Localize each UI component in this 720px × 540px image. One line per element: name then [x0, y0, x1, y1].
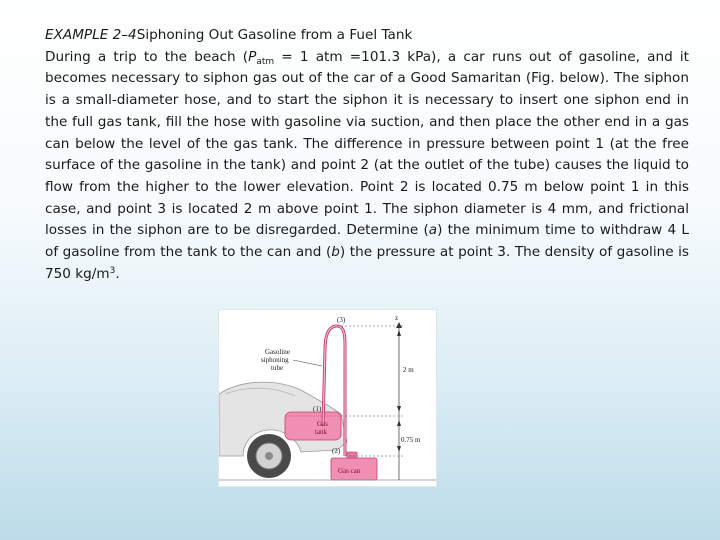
- wheel-center: [265, 452, 273, 460]
- part-a-label: a: [428, 222, 438, 239]
- density-exponent: 3: [109, 265, 116, 276]
- dim-075m-bottom-arrow: [397, 446, 401, 452]
- tube-label-line2: siphoning: [261, 356, 289, 364]
- tube-label-leader: [293, 360, 322, 366]
- tube-label-line3: tube: [271, 364, 284, 372]
- statement-part-2: = 1 atm =101.3 kPa), a car runs out of gasoline, and it becomes necessary to siphon gas out of the car of a Good Samaritan (Fig. below). The siphon is a small-diameter hose, and to start the siphon it is necessary to insert one siphon end in the full gas tank, fill the hose with gasoline via suction, and then place the other end in a gas can below the level of the gas tank. The difference in pressure between point 1 (at the free surface of the gasoline in the tank) and point 2 (at the outlet of the tube) causes the liquid to flow from the higher to the lower elevation. Point 2 is located 0.75 m below point 1 in this case, and point 3 is located 2 m above point 1. The siphon diameter is 4 mm, and frictional losses in the siphon are to be disregarded. Determine (: [45, 48, 690, 239]
- statement-part-1: During a trip to the beach (: [45, 48, 249, 65]
- z-axis-label: z: [395, 314, 399, 322]
- problem-text: [45, 25, 689, 285]
- part-b-label: b: [331, 244, 340, 261]
- statement-part-4: ) the pressure at point 3. The density of gasoline is 750 kg/m: [45, 244, 689, 282]
- gas-can-label: Gas can: [338, 467, 361, 475]
- pressure-symbol: P: [248, 48, 257, 65]
- example-number: EXAMPLE 2–4: [45, 27, 137, 43]
- dimension-075m-label: 0.75 m: [401, 436, 421, 444]
- dim-075m-top-arrow: [397, 420, 401, 426]
- statement-end: .: [115, 265, 120, 282]
- pressure-subscript: atm: [256, 56, 275, 67]
- point2-label: (2): [332, 447, 341, 455]
- gas-can-spout: [347, 452, 357, 458]
- tube-label-line1: Gasoline: [265, 348, 290, 356]
- point3-label: (3): [337, 316, 346, 324]
- tank-label-line1: Gas: [317, 420, 328, 428]
- example-title: Siphoning Out Gasoline from a Fuel Tank: [136, 27, 413, 43]
- example-heading: [45, 25, 689, 47]
- siphon-figure: [218, 309, 437, 487]
- z-axis-arrowhead: [396, 322, 402, 328]
- tank-label-line2: tank: [315, 428, 328, 436]
- dim-2m-top-arrow: [397, 330, 401, 336]
- statement-part-3: ) the minimum time to withdraw 4 L of gasoline from the tank to the can and (: [45, 222, 689, 261]
- dim-2m-bottom-arrow: [397, 406, 401, 412]
- dimension-2m-label: 2 m: [403, 366, 414, 374]
- siphon-diagram: [219, 310, 436, 486]
- problem-statement: [45, 47, 689, 286]
- point1-label: (1): [313, 405, 322, 413]
